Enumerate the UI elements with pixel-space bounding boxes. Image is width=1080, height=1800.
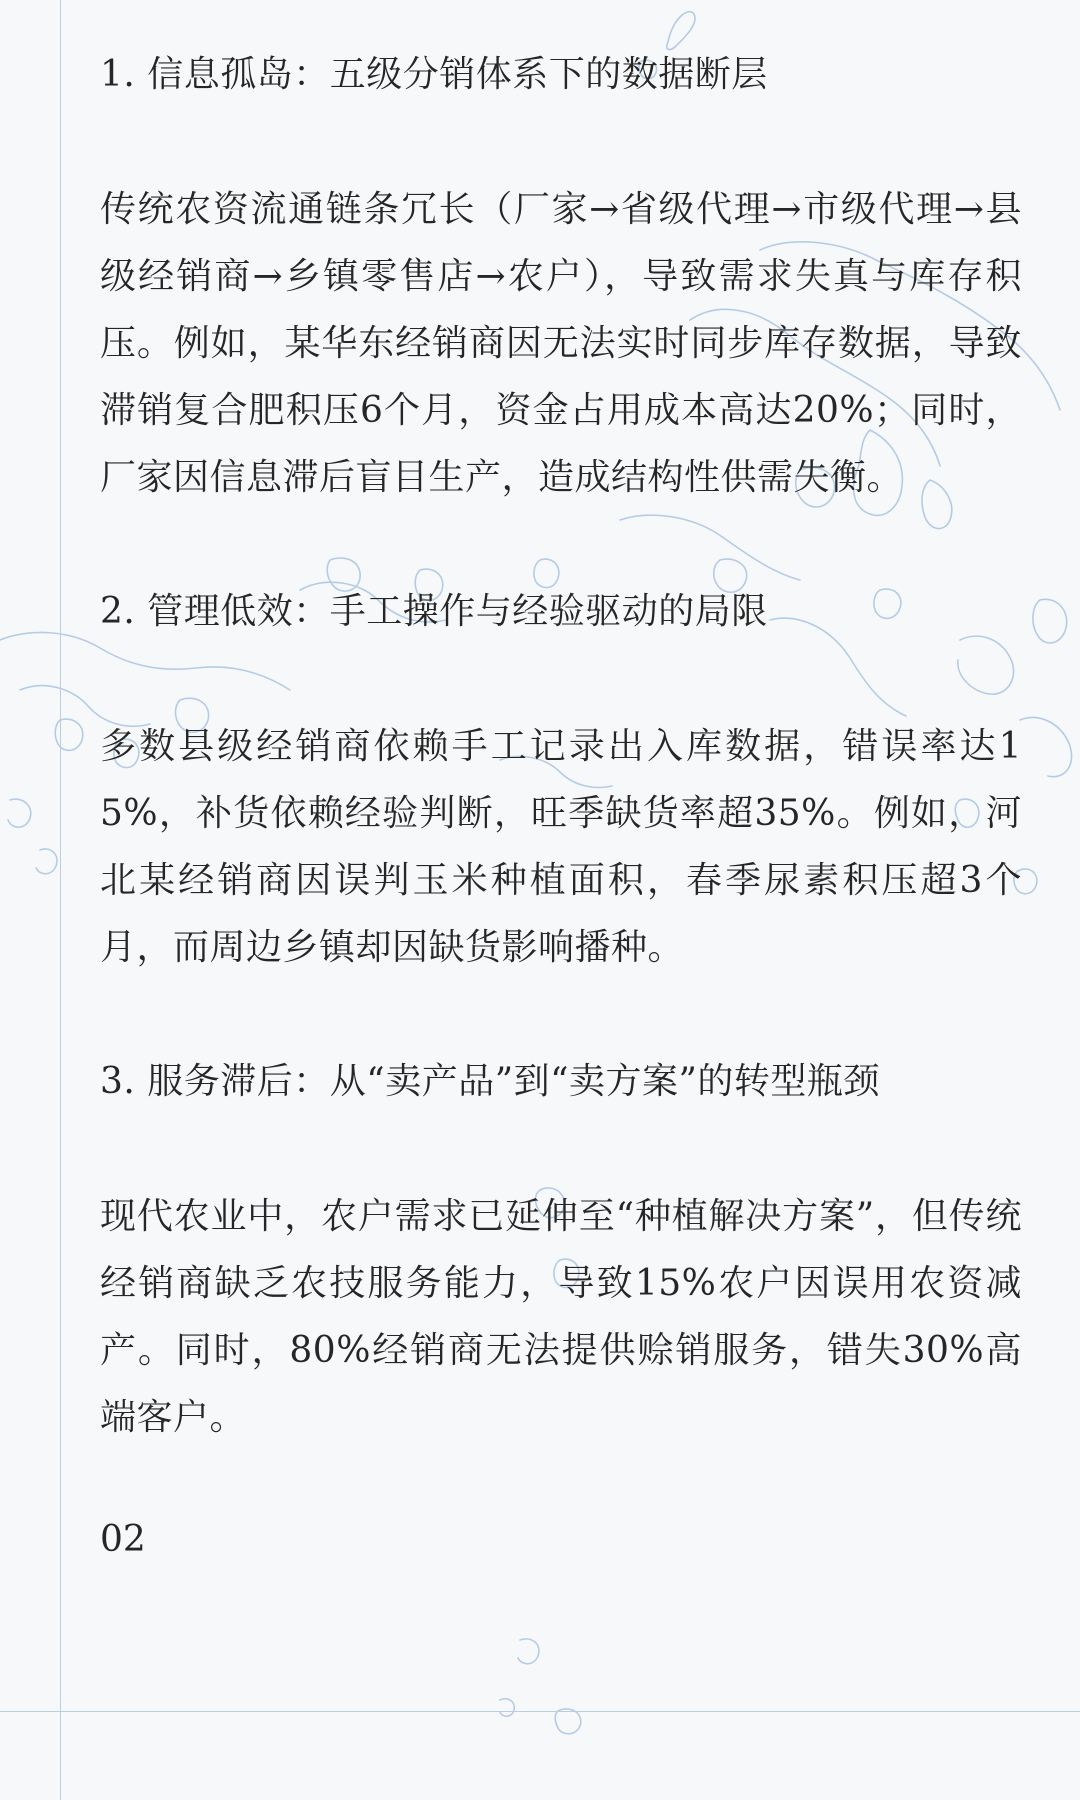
section-body-2: 多数县级经销商依赖手工记录出入库数据，错误率达15%，补货依赖经验判断，旺季缺货率超35%。例如，河北某经销商因误判玉米种植面积，春季尿素积压超3个月，而周边乡镇却因缺货影响播种。 — [100, 726, 1022, 968]
page-number: 02 — [100, 1519, 146, 1560]
margin-horizontal-line — [0, 1711, 1080, 1712]
section-body-3: 现代农业中，农户需求已延伸至“种植解决方案”，但传统经销商缺乏农技服务能力，导致15%农户因误用农资减产。同时，80%经销商无法提供赊销服务，错失30%高端客户。 — [100, 1196, 1022, 1438]
section-body-1: 传统农资流通链条冗长（厂家→省级代理→市级代理→县级经销商→乡镇零售店→农户），导致需求失真与库存积压。例如，某华东经销商因无法实时同步库存数据，导致滞销复合肥积压6个月，资金占用成本高达20%；同时，厂家因信息滞后盲目生产，造成结构性供需失衡。 — [100, 189, 1022, 498]
article-content — [100, 42, 1022, 1573]
section-heading-1: 1. 信息孤岛：五级分销体系下的数据断层 — [100, 54, 768, 95]
section-heading-3: 3. 服务滞后：从“卖产品”到“卖方案”的转型瓶颈 — [100, 1061, 880, 1102]
section-heading-2: 2. 管理低效：手工操作与经验驱动的局限 — [100, 591, 768, 632]
margin-vertical-line — [60, 0, 61, 1800]
